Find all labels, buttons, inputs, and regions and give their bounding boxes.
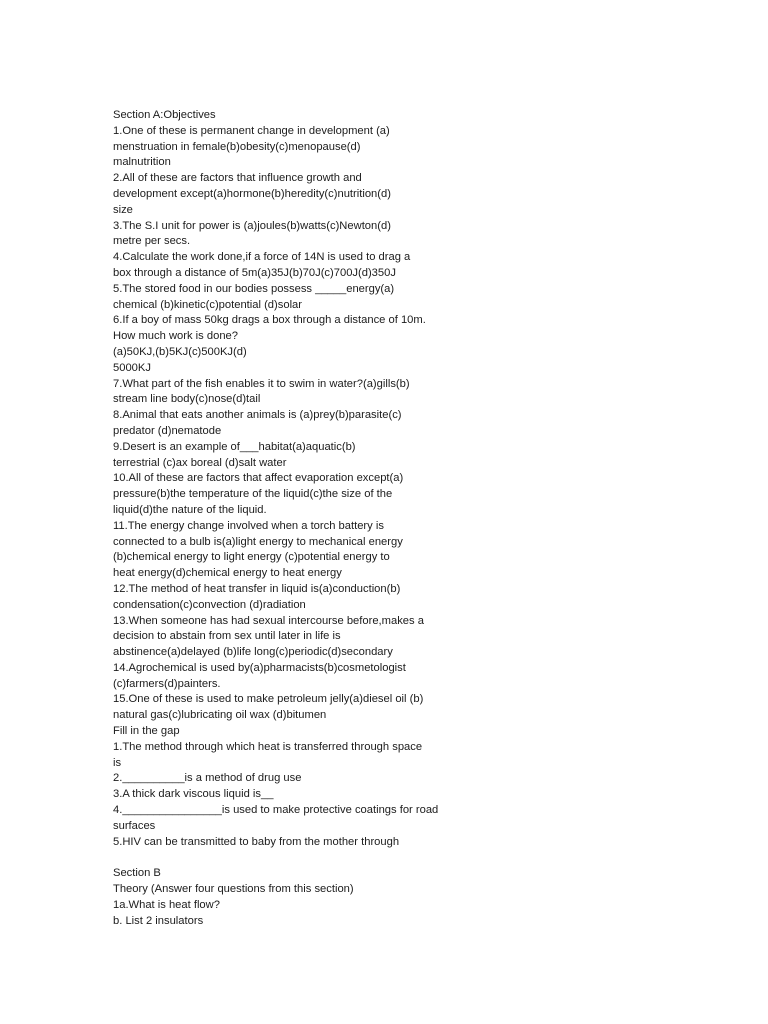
text-line: liquid(d)the nature of the liquid.: [113, 503, 267, 516]
text-line: heat energy(d)chemical energy to heat energy: [113, 567, 342, 580]
text-line: Fill in the gap: [113, 725, 180, 738]
text-line: (c)farmers(d)painters.: [113, 677, 221, 690]
text-line: (b)chemical energy to light energy (c)potential energy to: [113, 551, 390, 564]
text-line: 5.HIV can be transmitted to baby from the mother through: [113, 835, 400, 848]
text-line: 14.Agrochemical is used by(a)pharmacists(b)cosmetologist: [113, 661, 406, 674]
text-line: stream line body(c)nose(d)tail: [113, 393, 261, 406]
text-line: 9.Desert is an example of___habitat(a)aquatic(b): [113, 440, 356, 453]
text-line: 3.The S.I unit for power is (a)joules(b)watts(c)Newton(d): [113, 219, 391, 232]
text-line: 6.If a boy of mass 50kg drags a box through a distance of 10m.: [113, 314, 426, 327]
text-line: chemical (b)kinetic(c)potential (d)solar: [113, 298, 303, 311]
document-page: [113, 108, 443, 929]
text-line: Theory (Answer four questions from this section): [113, 883, 354, 896]
text-line: 7.What part of the fish enables it to swim in water?(a)gills(b): [113, 377, 410, 390]
text-line: connected to a bulb is(a)light energy to mechanical energy: [113, 535, 403, 548]
text-line: 15.One of these is used to make petroleum jelly(a)diesel oil (b): [113, 693, 424, 706]
text-line: 1a.What is heat flow?: [113, 898, 220, 911]
text-line: Section A:Objectives: [113, 109, 216, 121]
text-line: decision to abstain from sex until later in life is: [113, 630, 341, 643]
text-line: size: [113, 203, 133, 216]
text-line: terrestrial (c)ax boreal (d)salt water: [113, 456, 287, 469]
text-line: 4.________________is used to make protective coatings for road: [113, 804, 439, 817]
text-line: Section B: [113, 867, 161, 880]
text-line: 2.All of these are factors that influence growth and: [113, 172, 362, 185]
text-line: pressure(b)the temperature of the liquid(c)the size of the: [113, 488, 393, 501]
text-line: box through a distance of 5m(a)35J(b)70J(c)700J(d)350J: [113, 266, 396, 279]
blank-line: [113, 850, 443, 866]
text-line: menstruation in female(b)obesity(c)menopause(d): [113, 140, 361, 153]
text-line: 1.The method through which heat is transferred through space: [113, 740, 423, 753]
text-line: 1.One of these is permanent change in development (a): [113, 124, 390, 137]
text-line: 11.The energy change involved when a torch battery is: [113, 519, 384, 532]
text-line: abstinence(a)delayed (b)life long(c)periodic(d)secondary: [113, 646, 393, 659]
text-line: 4.Calculate the work done,if a force of 14N is used to drag a: [113, 251, 411, 264]
text-line: 5.The stored food in our bodies possess _____energy(a): [113, 282, 395, 295]
text-line: 2.__________is a method of drug use: [113, 772, 302, 785]
text-line: malnutrition: [113, 156, 171, 169]
text-line: 10.All of these are factors that affect evaporation except(a): [113, 472, 404, 485]
text-line: b. List 2 insulators: [113, 914, 204, 927]
text-line: natural gas(c)lubricating oil wax (d)bitumen: [113, 709, 327, 722]
text-line: development except(a)hormone(b)heredity(c)nutrition(d): [113, 187, 391, 200]
text-line: is: [113, 756, 122, 769]
text-line: 5000KJ: [113, 361, 151, 374]
text-line: How much work is done?: [113, 330, 238, 343]
text-line: predator (d)nematode: [113, 424, 222, 437]
text-line: (a)50KJ,(b)5KJ(c)500KJ(d): [113, 345, 247, 358]
text-line: 3.A thick dark viscous liquid is__: [113, 788, 274, 801]
text-line: metre per secs.: [113, 235, 191, 248]
text-line: 8.Animal that eats another animals is (a)prey(b)parasite(c): [113, 409, 402, 422]
text-line: condensation(c)convection (d)radiation: [113, 598, 306, 611]
text-line: 13.When someone has had sexual intercourse before,makes a: [113, 614, 424, 627]
text-line: 12.The method of heat transfer in liquid is(a)conduction(b): [113, 582, 401, 595]
text-line: surfaces: [113, 819, 156, 832]
